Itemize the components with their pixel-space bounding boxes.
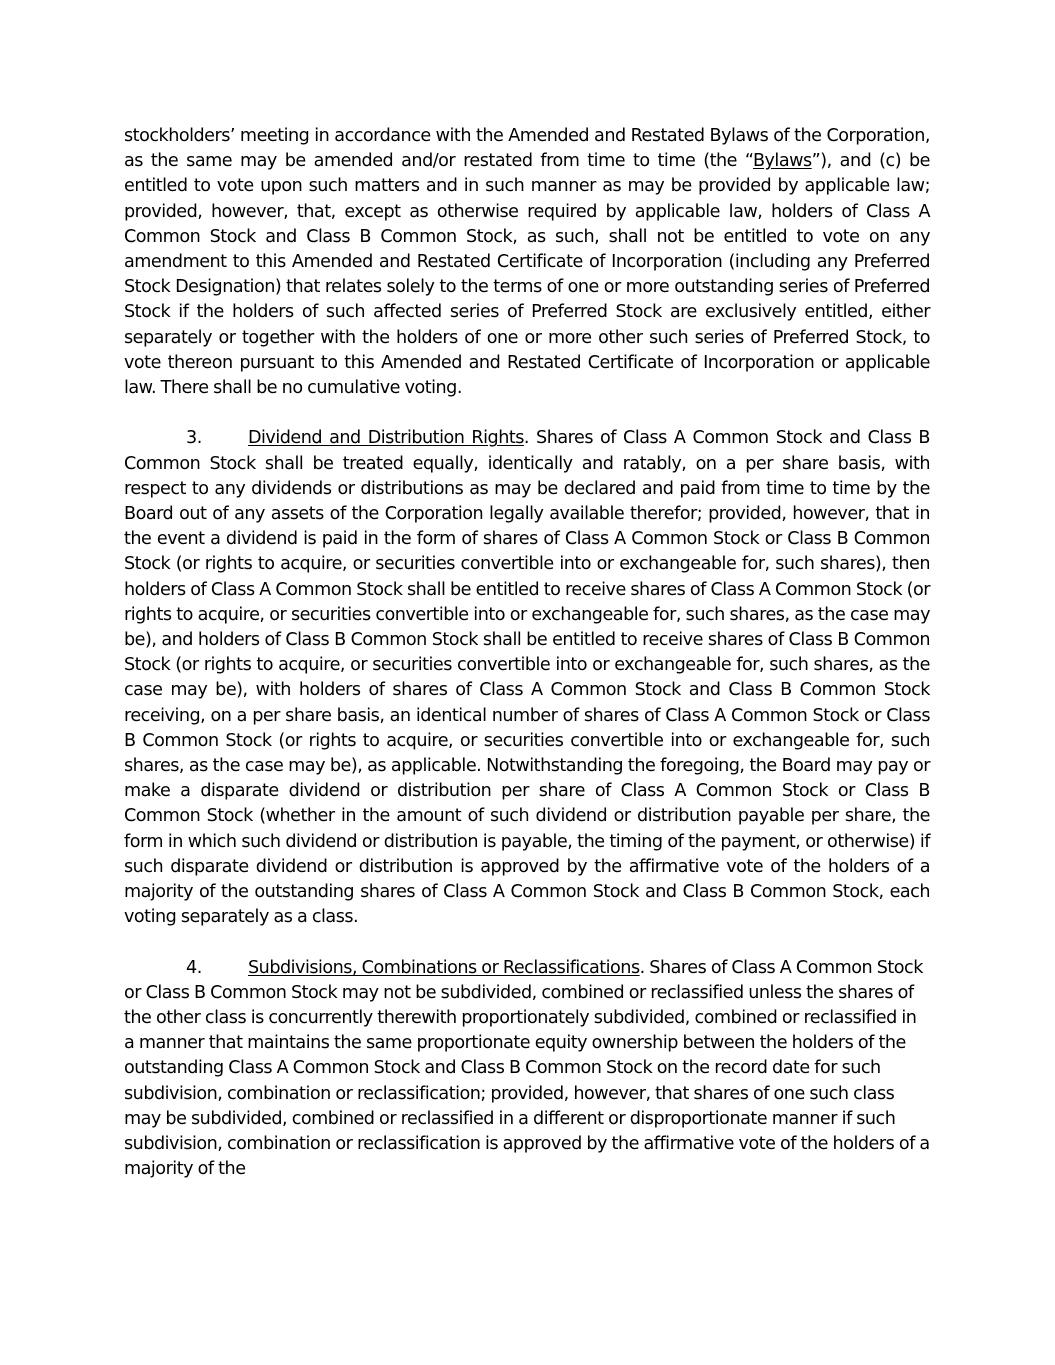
- section-4-paragraph: [124, 956, 930, 1183]
- paragraph-text: ”), and (c) be entitled to vote upon such matters and in such manner as may be provided by applicable law; provided, however, that, except as otherwise required by applicable law, holders of Class A Common Stock and Class B Common Stock, as such, shall not be entitled to vote on any amendment to this Amended and Restated Certificate of Incorporation (including any Preferred Stock Designation) that relates solely to the terms of one or more outstanding series of Preferred Stock if the holders of such affected series of Preferred Stock are exclusively entitled, either separately or together with the holders of one or more other such series of Preferred Stock, to vote thereon pursuant to this Amended and Restated Certificate of Incorporation or applicable law. There shall be no cumulative voting.: [124, 151, 931, 399]
- bylaws-defined-term: Bylaws: [752, 151, 812, 172]
- section-4-body: . Shares of Class A Common Stock or Class B Common Stock may not be subdivided, combined or reclassified unless the shares of the other class is concurrently therewith proportionately subdivided, combined or reclassified in a manner that maintains the same proportionate equity ownership between the holders of the outstanding Class A Common Stock and Class B Common Stock on the record date for such subdivision, combination or reclassification; provided, however, that shares of one such class may be subdivided, combined or reclassified in a different or disproportionate manner if such subdivision, combination or reclassification is approved by the affirmative vote of the holders of a majority of the: [124, 957, 930, 1180]
- section-3-paragraph: [124, 426, 930, 930]
- paragraph-text: stockholders’ meeting in accordance with the Amended and Restated Bylaws of the Corporation, as the same may be amended and/or restated from time to time (the “: [124, 126, 930, 172]
- paragraph-voting-continuation: [124, 124, 930, 401]
- section-4-heading: Subdivisions, Combinations or Reclassifications: [248, 957, 640, 978]
- section-4-number: 4.: [186, 957, 202, 978]
- document-page: [124, 124, 930, 1183]
- section-3-body: . Shares of Class A Common Stock and Class B Common Stock shall be treated equally, identically and ratably, on a per share basis, with respect to any dividends or distributions as may be declared and paid from time to time by the Board out of any assets of the Corporation legally available therefor; provided, however, that in the event a dividend is paid in the form of shares of Class A Common Stock or Class B Common Stock (or rights to acquire, or securities convertible into or exchangeable for, such shares), then holders of Class A Common Stock shall be entitled to receive shares of Class A Common Stock (or rights to acquire, or securities convertible into or exchangeable for, such shares, as the case may be), and holders of Class B Common Stock shall be entitled to receive shares of Class B Common Stock (or rights to acquire, or securities convertible into or exchangeable for, such shares, as the case may be), with holders of shares of Class A Common Stock and Class B Common Stock receiving, on a per share basis, an identical number of shares of Class A Common Stock or Class B Common Stock (or rights to acquire, or securities convertible into or exchangeable for, such shares, as the case may be), as applicable. Notwithstanding the foregoing, the Board may pay or make a disparate dividend or distribution per share of Class A Common Stock or Class B Common Stock (whether in the amount of such dividend or distribution payable per share, the form in which such dividend or distribution is payable, the timing of the payment, or otherwise) if such disparate dividend or distribution is approved by the affirmative vote of the holders of a majority of the outstanding shares of Class A Common Stock and Class B Common Stock, each voting separately as a class.: [124, 428, 930, 928]
- section-3-number: 3.: [186, 428, 202, 449]
- section-3-heading: Dividend and Distribution Rights: [248, 428, 524, 449]
